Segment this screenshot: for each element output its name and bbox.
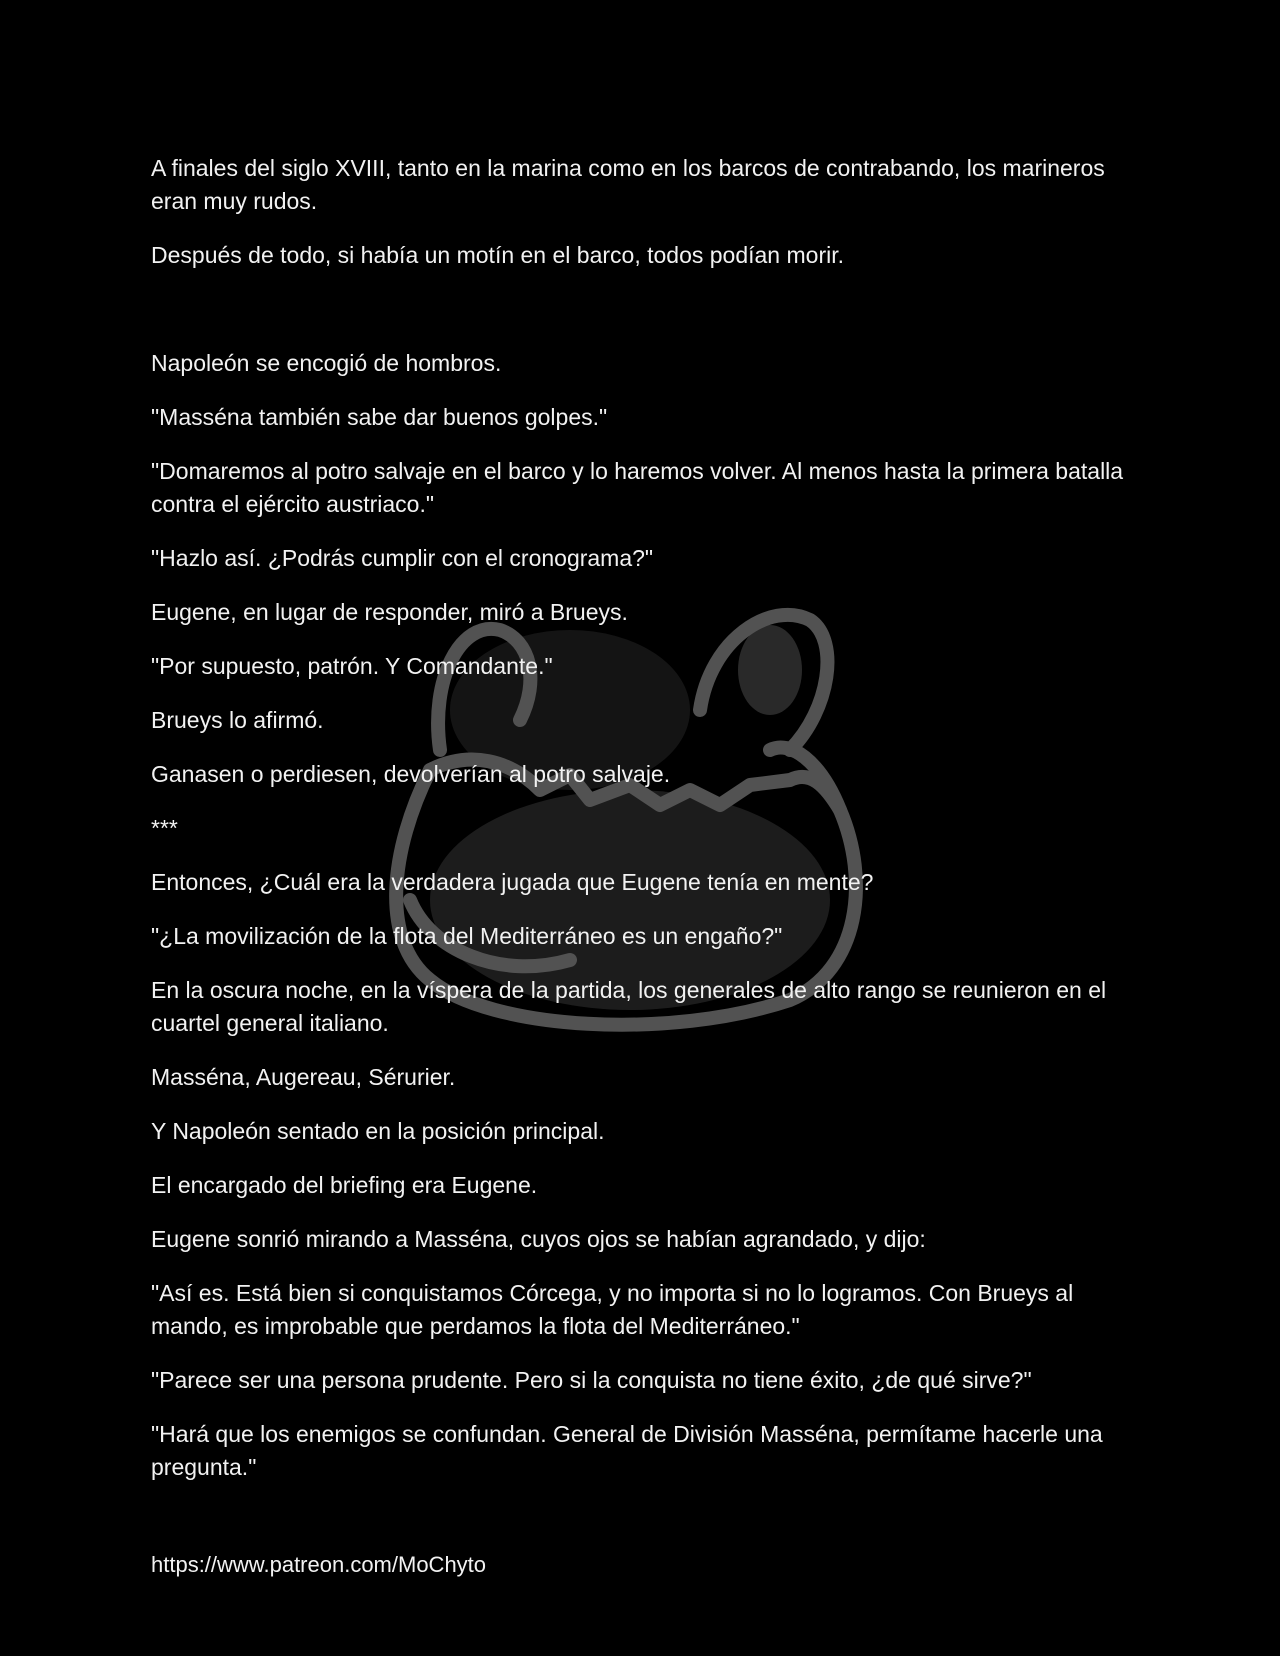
paragraph: El encargado del briefing era Eugene. (151, 1172, 538, 1198)
paragraph: "Masséna también sabe dar buenos golpes." (151, 404, 608, 430)
paragraph: Masséna, Augereau, Sérurier. (151, 1064, 456, 1090)
paragraph: Eugene sonrió mirando a Masséna, cuyos ojos se habían agrandado, y dijo: (151, 1226, 926, 1252)
paragraph: Brueys lo afirmó. (151, 707, 324, 733)
patreon-link[interactable]: https://www.patreon.com/MoChyto (151, 1552, 487, 1577)
paragraph: A finales del siglo XVIII, tanto en la marina como en los barcos de contrabando, los marineros eran muy rudos. (151, 155, 1112, 214)
paragraph: "¿La movilización de la flota del Mediterráneo es un engaño?" (151, 923, 783, 949)
section-spacer (151, 293, 1131, 347)
paragraph: "Domaremos al potro salvaje en el barco y lo haremos volver. Al menos hasta la primera batalla contra el ejército austriaco." (151, 458, 1130, 517)
paragraph: Napoleón se encogió de hombros. (151, 350, 502, 376)
paragraph: "Hazlo así. ¿Podrás cumplir con el cronograma?" (151, 545, 654, 571)
paragraph: Entonces, ¿Cuál era la verdadera jugada que Eugene tenía en mente? (151, 869, 874, 895)
paragraph: Ganasen o perdiesen, devolverían al potro salvaje. (151, 761, 671, 787)
scene-break: *** (151, 815, 178, 841)
paragraph: Eugene, en lugar de responder, miró a Brueys. (151, 599, 628, 625)
document-body (151, 152, 1131, 1505)
paragraph: En la oscura noche, en la víspera de la partida, los generales de alto rango se reunieron en el cuartel general italiano. (151, 977, 1113, 1036)
paragraph: "Así es. Está bien si conquistamos Córcega, y no importa si no lo logramos. Con Brueys al mando, es improbable que perdamos la flota del Mediterráneo." (151, 1280, 1080, 1339)
paragraph: Después de todo, si había un motín en el barco, todos podían morir. (151, 242, 844, 268)
paragraph: "Por supuesto, patrón. Y Comandante." (151, 653, 553, 679)
paragraph: Y Napoleón sentado en la posición principal. (151, 1118, 605, 1144)
paragraph: "Hará que los enemigos se confundan. General de División Masséna, permítame hacerle una pregunta." (151, 1421, 1110, 1480)
paragraph: "Parece ser una persona prudente. Pero si la conquista no tiene éxito, ¿de qué sirve?" (151, 1367, 1032, 1393)
